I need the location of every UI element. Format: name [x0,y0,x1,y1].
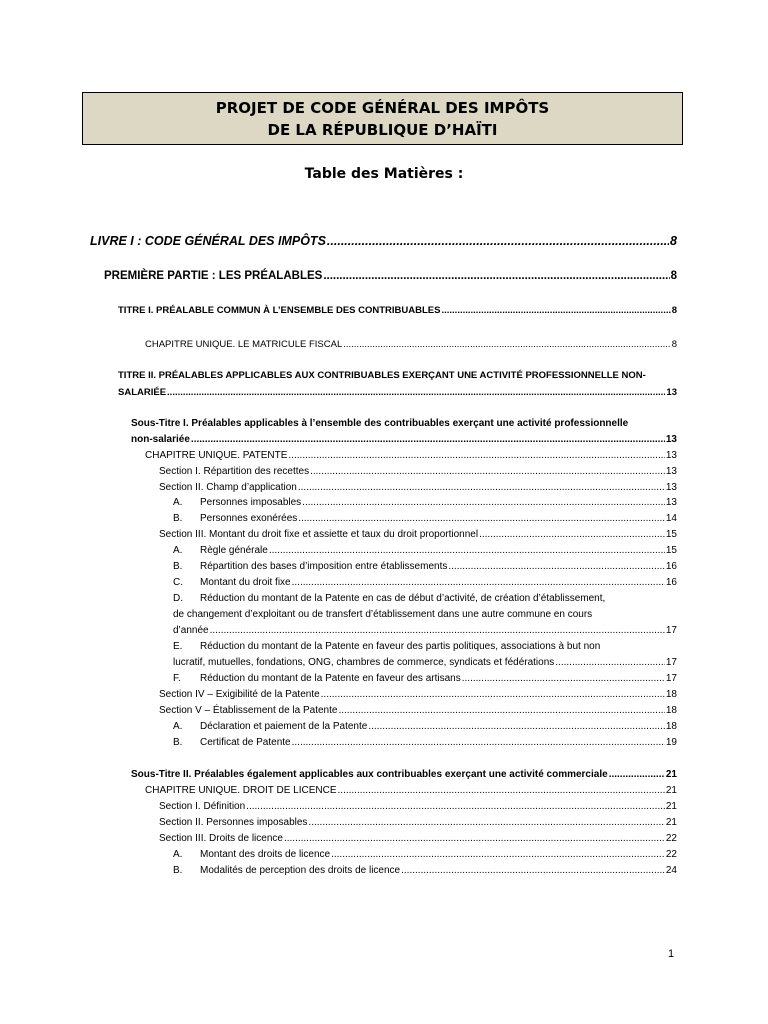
toc-entry-titre1[interactable] [118,305,677,316]
toc-entry-text: d’année [173,625,209,636]
toc-entry-text: Montant du droit fixe [200,577,291,588]
page-number: 1 [668,948,675,960]
toc-entry-page: 13 [665,466,677,477]
toc-entry-text: PREMIÈRE PARTIE : LES PRÉALABLES [104,270,323,282]
toc-entry-page: 21 [665,817,677,828]
toc-entry-page: 21 [665,801,677,812]
toc-entry-text: non-salariée [131,434,190,445]
toc-entry-section3-a[interactable] [173,545,677,556]
toc-entry-text: Section II. Personnes imposables [159,817,308,828]
toc-entry-page: 13 [665,497,677,508]
toc-entry-soustitre1-line1[interactable]: Sous-Titre I. Préalables applicables à l’ensemble des contribuables exerçant une activité professionnelle [131,418,629,429]
toc-entry-page: 16 [665,561,677,572]
document-title-line2: DE LA RÉPUBLIQUE D’HAÏTI [267,121,498,139]
toc-entry-letter: B. [173,737,183,748]
toc-entry-page: 24 [665,865,677,876]
toc-entry-text: Personnes exonérées [200,513,298,524]
toc-entry-page: 13 [666,387,677,398]
document-title-box [82,92,683,145]
toc-entry-text: Réduction du montant de la Patente en cas de début d’activité, de création d’établissement, [200,593,606,604]
toc-entry-letter: E. [173,641,183,652]
toc-entry-letter: C. [173,577,183,588]
toc-entry-soustitre2[interactable] [131,769,677,780]
toc-entry-letter: A. [173,497,183,508]
toc-entry-page: 21 [665,769,677,780]
toc-entry-text: CHAPITRE UNIQUE. DROIT DE LICENCE [145,785,337,796]
toc-entry-livre1[interactable] [90,234,677,248]
toc-entry-page: 19 [665,737,677,748]
toc-entry-letter: B. [173,513,183,524]
toc-entry-page: 15 [665,545,677,556]
toc-entry-page: 22 [665,833,677,844]
toc-entry-text: LIVRE I : CODE GÉNÉRAL DES IMPÔTS [90,234,326,248]
toc-entry-text: CHAPITRE UNIQUE. PATENTE [145,450,288,461]
toc-entry-letter: D. [173,593,183,604]
toc-entry-text: Déclaration et paiement de la Patente [200,721,368,732]
toc-entry-page: 13 [665,482,677,493]
toc-entry-licence-section2[interactable] [159,817,677,828]
document-title-line1: PROJET DE CODE GÉNÉRAL DES IMPÔTS [215,99,550,117]
toc-entry-letter: A. [173,849,183,860]
toc-entry-page: 8 [671,339,677,350]
toc-entry-text: Réduction du montant de la Patente en faveur des artisans [200,673,461,684]
toc-entry-text: SALARIÉE [118,387,167,398]
toc-entry-section3-d-line1[interactable] [173,593,605,604]
toc-entry-text: Section III. Montant du droit fixe et assiette et taux du droit proportionnel [159,529,479,540]
toc-entry-section3-e-line1[interactable] [173,641,600,652]
toc-entry-text: Section II. Champ d’application [159,482,297,493]
toc-entry-page: 21 [665,785,677,796]
toc-entry-letter: B. [173,865,183,876]
toc-heading: Table des Matières : [304,166,464,182]
toc-entry-text: Section V – Établissement de la Patente [159,705,338,716]
toc-entry-page: 18 [665,721,677,732]
toc-entry-page: 14 [665,513,677,524]
toc-entry-text: Sous-Titre II. Préalables également applicables aux contribuables exerçant une activité commerciale [131,769,608,780]
toc-entry-letter: A. [173,721,183,732]
toc-entry-section2[interactable] [159,482,677,493]
toc-entry-partie1[interactable] [104,270,677,282]
toc-entry-page: 17 [665,625,677,636]
toc-entry-page: 17 [665,657,677,668]
toc-entry-page: 8 [670,234,677,248]
toc-entry-page: 15 [665,529,677,540]
toc-entry-chapitre-patente[interactable] [145,450,677,461]
toc-entry-text: Personnes imposables [200,497,302,508]
toc-entry-soustitre1[interactable] [131,434,677,445]
toc-entry-section4[interactable] [159,689,677,700]
toc-entry-page: 17 [665,673,677,684]
toc-entry-licence-section1[interactable] [159,801,677,812]
toc-entry-section3-d-line2[interactable]: de changement d’exploitant ou de transfert d’établissement dans une autre commune en cours [173,609,593,620]
toc-entry-text: TITRE I. PRÉALABLE COMMUN À L’ENSEMBLE DES CONTRIBUABLES [118,305,441,316]
toc-entry-page: 13 [665,434,677,445]
toc-entry-titre2-line1[interactable]: TITRE II. PRÉALABLES APPLICABLES AUX CONTRIBUABLES EXERÇANT UNE ACTIVITÉ PROFESSIONNELLE NON- [118,370,646,381]
toc-entry-page: 8 [670,270,677,282]
toc-entry-page: 22 [665,849,677,860]
toc-entry-text: lucratif, mutuelles, fondations, ONG, chambres de commerce, syndicats et fédérations [173,657,555,668]
toc-entry-section3-b[interactable] [173,561,677,572]
toc-entry-licence-section3-b[interactable] [173,865,677,876]
toc-entry-section3-e[interactable] [173,657,677,668]
toc-entry-chapitre-licence[interactable] [145,785,677,796]
toc-entry-text: Règle générale [200,545,268,556]
toc-entry-titre2[interactable] [118,387,677,398]
toc-entry-section5[interactable] [159,705,677,716]
toc-entry-letter: F. [173,673,181,684]
toc-entry-text: Section IV – Exigibilité de la Patente [159,689,320,700]
toc-entry-text: Répartition des bases d’imposition entre établissements [200,561,448,572]
toc-entry-page: 18 [665,689,677,700]
toc-entry-section2-a[interactable] [173,497,677,508]
toc-entry-page: 8 [671,305,677,316]
toc-entry-text: Section III. Droits de licence [159,833,283,844]
toc-entry-section3-f[interactable] [173,673,677,684]
toc-entry-text: Section I. Définition [159,801,246,812]
toc-entry-section3-d[interactable] [173,625,677,636]
toc-entry-section3[interactable] [159,529,677,540]
toc-entry-text: Section I. Répartition des recettes [159,466,310,477]
toc-entry-letter: B. [173,561,183,572]
toc-entry-section3-c[interactable] [173,577,677,588]
toc-entry-letter: A. [173,545,183,556]
toc-entry-section5-b[interactable] [173,737,677,748]
toc-entry-licence-section3-a[interactable] [173,849,677,860]
toc-entry-text: Modalités de perception des droits de licence [200,865,401,876]
toc-entry-section2-b[interactable] [173,513,677,524]
toc-entry-text: Réduction du montant de la Patente en faveur des partis politiques, associations à but non [200,641,601,652]
toc-entry-text: Certificat de Patente [200,737,291,748]
toc-entry-text: CHAPITRE UNIQUE. LE MATRICULE FISCAL [145,339,343,350]
toc-entry-section1[interactable] [159,466,677,477]
toc-entry-licence-section3[interactable] [159,833,677,844]
toc-entry-chapitre-matricule[interactable] [145,339,677,350]
toc-entry-text: Montant des droits de licence [200,849,331,860]
toc-entry-page: 18 [665,705,677,716]
toc-entry-page: 16 [665,577,677,588]
toc-entry-page: 13 [665,450,677,461]
toc-entry-section5-a[interactable] [173,721,677,732]
